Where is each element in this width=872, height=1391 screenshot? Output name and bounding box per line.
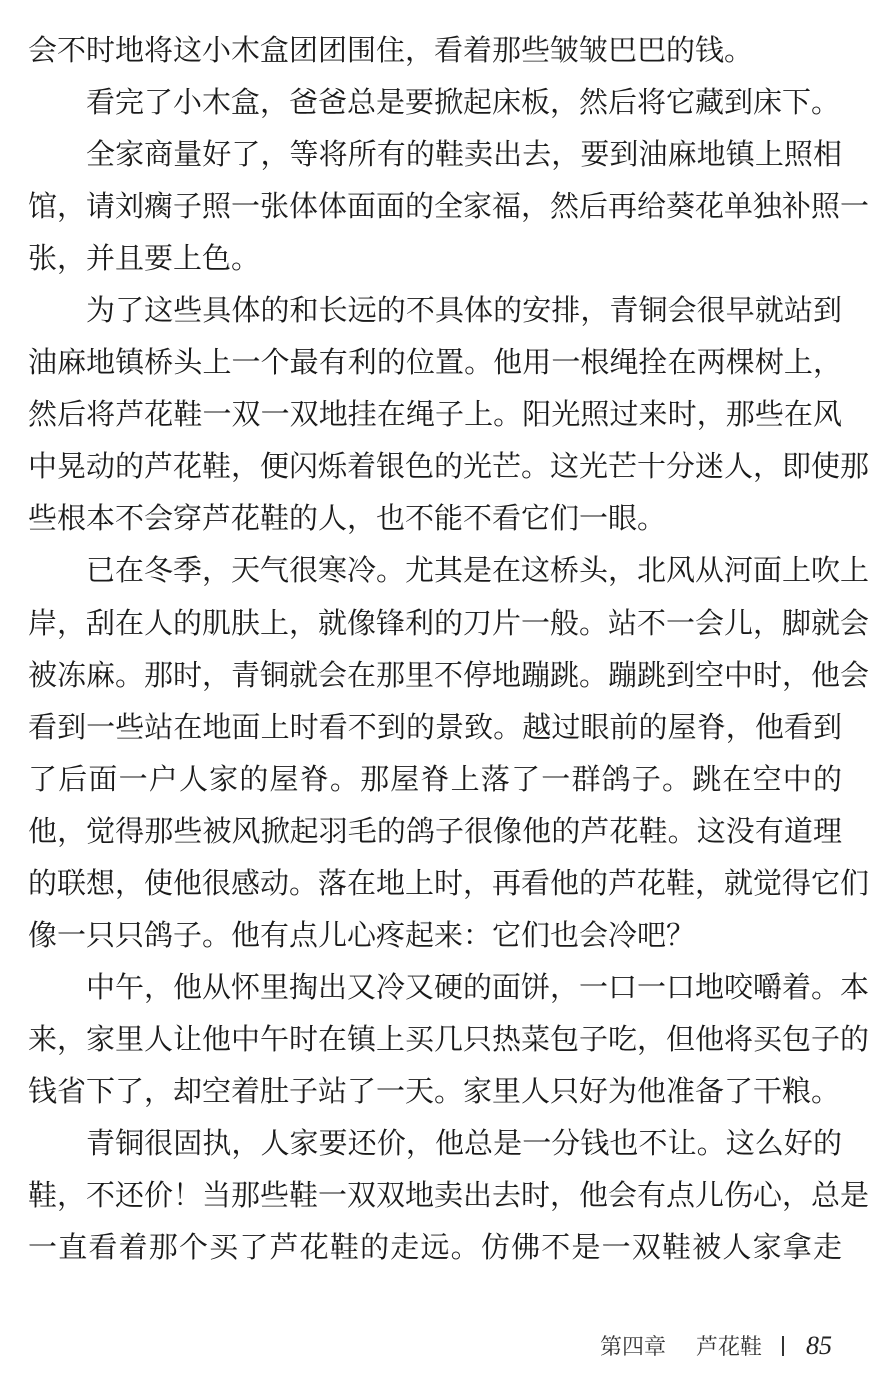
text-line: 中晃动的芦花鞋，便闪烁着银色的光芒。这光芒十分迷人，即使那 [28, 449, 870, 484]
footer-divider [782, 1336, 784, 1356]
text-line: 一直看着那个买了芦花鞋的走远。仿佛不是一双鞋被人家拿走 [28, 1230, 842, 1265]
text-line: 些根本不会穿芦花鞋的人，也不能不看它们一眼。 [28, 501, 667, 536]
body-text [28, 24, 870, 1273]
text-line: 被冻麻。那时，青铜就会在那里不停地蹦跳。蹦跳到空中时，他会 [28, 657, 870, 692]
paragraph [28, 24, 842, 76]
text-line: 中午，他从怀里掏出又冷又硬的面饼，一口一口地咬嚼着。本 [86, 969, 870, 1004]
paragraph [28, 1117, 870, 1273]
page-footer [600, 1330, 832, 1361]
paragraph [28, 961, 870, 1117]
text-line: 像一只只鸽子。他有点儿心疼起来：它们也会冷吧？ [28, 917, 696, 952]
paragraph [28, 284, 870, 544]
text-line: 的联想，使他很感动。落在地上时，再看他的芦花鞋，就觉得它们 [28, 865, 870, 900]
text-line: 了后面一户人家的屋脊。那屋脊上落了一群鸽子。跳在空中的 [28, 761, 842, 796]
text-line: 青铜很固执，人家要还价，他总是一分钱也不让。这么好的 [86, 1125, 842, 1160]
text-line: 看完了小木盒，爸爸总是要掀起床板，然后将它藏到床下。 [86, 85, 841, 120]
paragraph [28, 544, 870, 960]
text-line: 全家商量好了，等将所有的鞋卖出去，要到油麻地镇上照相 [86, 137, 842, 172]
text-line: 然后将芦花鞋一双一双地挂在绳子上。阳光照过来时，那些在风 [28, 397, 842, 432]
paragraph [28, 128, 870, 284]
text-line: 来，家里人让他中午时在镇上买几只热菜包子吃，但他将买包子的 [28, 1021, 870, 1056]
text-line: 看到一些站在地面上时看不到的景致。越过眼前的屋脊，他看到 [28, 709, 842, 744]
text-line: 岸，刮在人的肌肤上，就像锋利的刀片一般。站不一会儿，脚就会 [28, 605, 870, 640]
text-line: 油麻地镇桥头上一个最有利的位置。他用一根绳拴在两棵树上， [28, 345, 842, 380]
text-line: 馆，请刘瘸子照一张体体面面的全家福，然后再给葵花单独补照一 [28, 189, 870, 224]
text-line: 已在冬季，天气很寒冷。尤其是在这桥头，北风从河面上吹上 [86, 553, 870, 588]
chapter-title: 芦花鞋 [696, 1335, 763, 1360]
text-line: 张，并且要上色。 [28, 241, 261, 276]
page-number: 85 [806, 1330, 833, 1360]
chapter-label: 第四章 [600, 1335, 667, 1360]
text-line: 鞋，不还价！当那些鞋一双双地卖出去时，他会有点儿伤心，总是 [28, 1178, 870, 1213]
text-line: 钱省下了，却空着肚子站了一天。家里人只好为他准备了干粮。 [28, 1073, 841, 1108]
text-line: 他，觉得那些被风掀起羽毛的鸽子很像他的芦花鞋。这没有道理 [28, 813, 842, 848]
text-line: 为了这些具体的和长远的不具体的安排，青铜会很早就站到 [86, 293, 842, 328]
paragraph [28, 76, 842, 128]
text-line: 会不时地将这小木盒团团围住，看着那些皱皱巴巴的钱。 [28, 33, 754, 67]
